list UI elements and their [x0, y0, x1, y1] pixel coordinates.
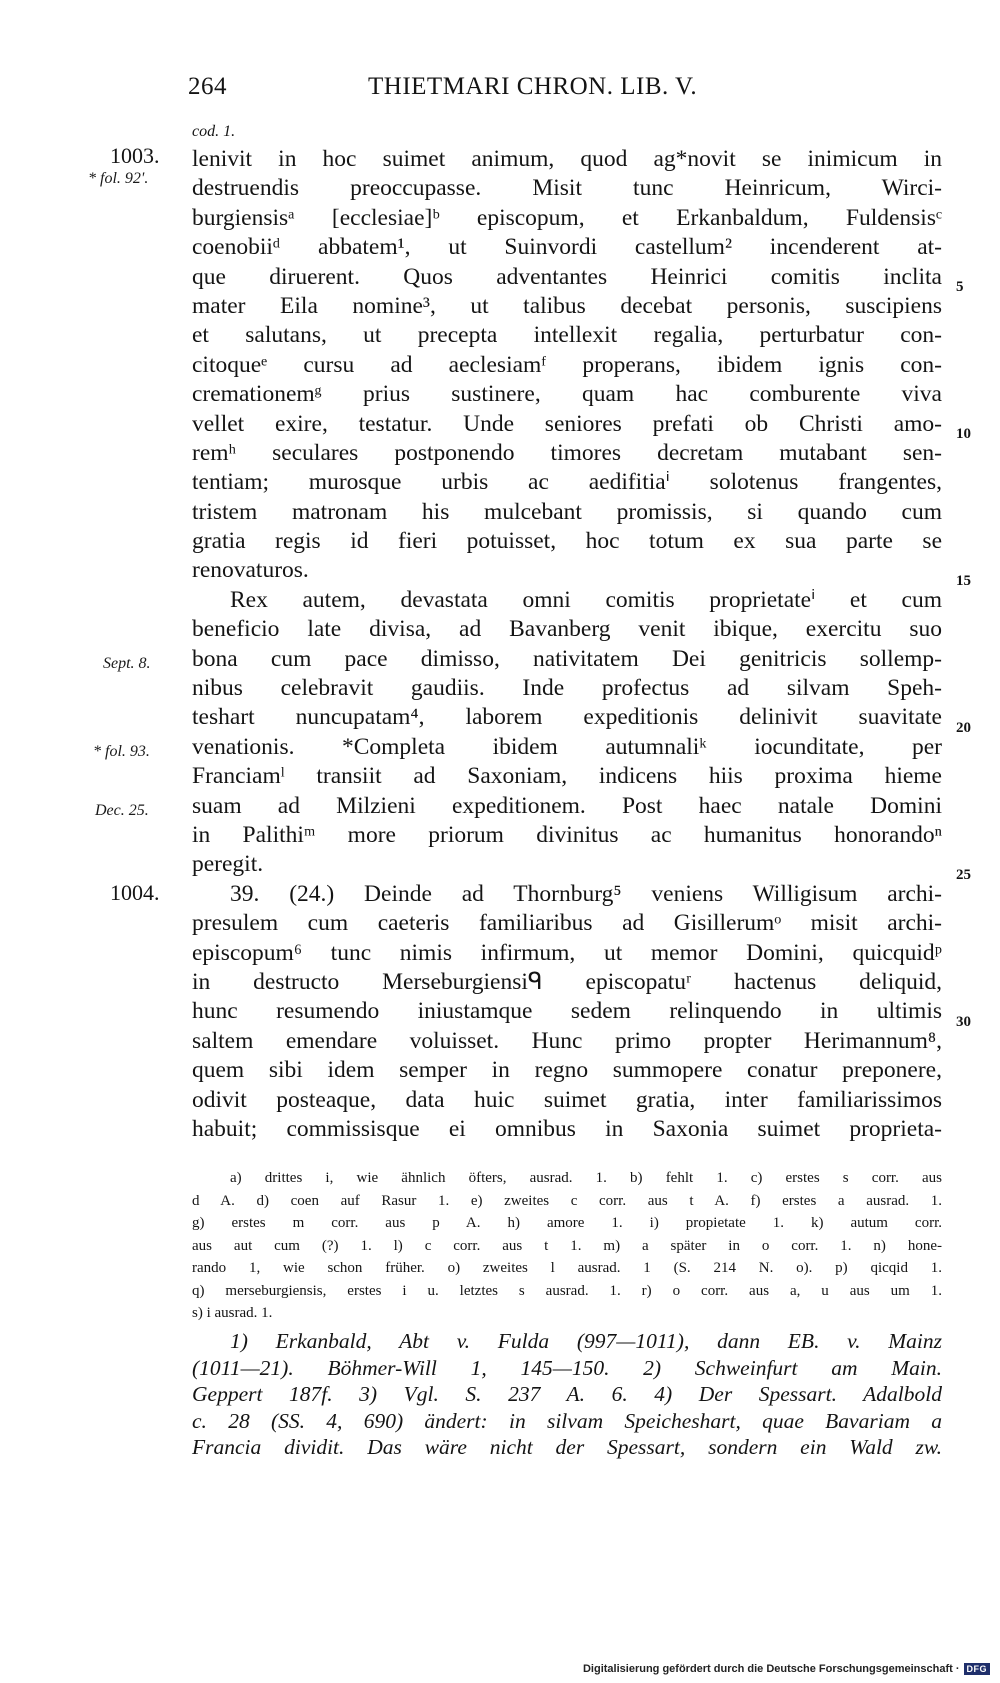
margin-year-1003: 1003.	[110, 143, 160, 168]
text-line: quem sibi idem semper in regno summopere conatur preponere,	[192, 1057, 942, 1084]
line-number-15: 15	[956, 573, 971, 589]
apparatus-line: rando 1, wie schon früher. o) zweites l ausrad. 1 (S. 214 N. o). p) qicqid 1.	[192, 1260, 942, 1276]
line-number-30: 30	[956, 1014, 971, 1030]
text-line: presulem cum caeteris familiaribus ad Gisillerumᵒ misit archi-	[192, 910, 942, 937]
text-line: peregit.	[192, 851, 264, 878]
margin-folio-92: * fol. 92'.	[88, 170, 149, 187]
commentary-line: Francia dividit. Das wäre nicht der Spessart, sondern ein Wald zw.	[192, 1435, 942, 1459]
text-line: lenivit in hoc suimet animum, quod ag*novit se inimicum in	[192, 146, 942, 172]
text-line: citoqueᵉ cursu ad aeclesiamᶠ properans, ibidem ignis con-	[192, 351, 942, 378]
margin-folio-93: * fol. 93.	[93, 743, 150, 760]
apparatus-line: s) i ausrad. 1.	[192, 1305, 273, 1321]
text-line: saltem emendare voluisset. Hunc primo propter Herimannum⁸,	[192, 1027, 942, 1054]
text-line: suam ad Milzieni expeditionem. Post haec natale Domini	[192, 792, 942, 819]
running-header	[188, 73, 748, 113]
text-line: burgiensisᵃ [ecclesiae]ᵇ episcopum, et Erkanbaldum, Fuldensisᶜ	[192, 204, 942, 231]
text-line: destruendis preoccupasse. Misit tunc Heinricum, Wirci-	[192, 175, 942, 202]
text-line: Rex autem, devastata omni comitis proprietateⁱ et cum	[230, 586, 942, 613]
text-line: mater Eila nomine³, ut talibus decebat personis, suscipiens	[192, 292, 942, 319]
apparatus-line: g) erstes m corr. aus p A. h) amore 1. i) propietate 1. k) autum corr.	[192, 1215, 942, 1231]
text-line: tristem matronam his mulcebant promissis, si quando cum	[192, 498, 942, 525]
text-line: et salutans, ut precepta intellexit regalia, perturbatur con-	[192, 322, 942, 349]
apparatus-line: d A. d) coen auf Rasur 1. e) zweites c corr. aus t A. f) erstes a ausrad. 1.	[192, 1192, 942, 1209]
text-line: teshart nuncupatam⁴, laborem expeditionis delinivit suavitate	[192, 704, 942, 731]
text-line: remʰ seculares postponendo timores decretam mutabant sen-	[192, 439, 942, 466]
commentary-line: 1) Erkanbald, Abt v. Fulda (997—1011), dann EB. v. Mainz	[230, 1329, 942, 1353]
commentary-line: c. 28 (SS. 4, 690) ändert: in silvam Speicheshart, quae Bavariam a	[192, 1408, 942, 1433]
text-line: tentiam; murosque urbis ac aedifitiaⁱ solotenus frangentes,	[192, 469, 942, 496]
running-title: THIETMARI CHRON. LIB. V.	[368, 73, 698, 100]
text-line: nibus celebravit gaudiis. Inde profectus ad silvam Speh-	[192, 675, 942, 702]
text-line: hunc resumendo iniustamque sedem relinquendo in ultimis	[192, 998, 942, 1025]
text-line: odivit posteaque, data huic suimet gratia, inter familiarissimos	[192, 1086, 942, 1113]
text-line: coenobiiᵈ abbatem¹, ut Suinvordi castellum² incenderent at-	[192, 234, 942, 261]
apparatus-line: q) merseburgiensis, erstes i u. letztes s ausrad. 1. r) o corr. aus a, u aus um 1.	[192, 1282, 942, 1299]
commentary-notes	[192, 1328, 942, 1461]
text-line: que diruerent. Quos adventantes Heinrici comitis inclita	[192, 263, 942, 290]
text-line: Franciamˡ transiit ad Saxoniam, indicens hiis proxima hieme	[192, 763, 942, 790]
text-line: gratia regis id fieri potuisset, hoc totum ex sua parte se	[192, 528, 942, 555]
text-line: habuit; commissisque ei omnibus in Saxonia suimet proprieta-	[192, 1115, 942, 1142]
text-line: renovaturos.	[192, 557, 309, 584]
margin-year-1004: 1004.	[110, 880, 160, 905]
apparatus-line: a) drittes i, wie ähnlich öfters, ausrad. 1. b) fehlt 1. c) erstes s corr. aus	[230, 1170, 942, 1186]
text-line: bona cum pace dimisso, nativitatem Dei genitricis sollemp-	[192, 645, 942, 672]
text-line: 39. (24.) Deinde ad Thornburg⁵ veniens Willigisum archi-	[230, 880, 942, 907]
margin-date-dec-25: Dec. 25.	[95, 802, 149, 819]
text-line: cremationemᵍ prius sustinere, quam hac comburente viva	[192, 381, 942, 408]
codex-label: cod. 1.	[192, 123, 236, 140]
credit-text: Digitalisierung gefördert durch die Deutsche Forschungsgemeinschaft ·	[582, 1663, 960, 1675]
text-line: in Palithiᵐ more priorum divinitus ac humanitus honorandoⁿ	[192, 821, 942, 848]
page-number: 264	[188, 73, 227, 100]
margin-date-sept-8: Sept. 8.	[103, 655, 151, 672]
line-number-25: 25	[956, 867, 971, 883]
text-line: vellet exire, testatur. Unde seniores prefati ob Christi amo-	[192, 410, 942, 437]
apparatus-line: aus aut cum (?) 1. l) c corr. aus t 1. m) a später in o corr. 1. n) hone-	[192, 1237, 942, 1254]
critical-apparatus	[192, 1167, 942, 1325]
commentary-line: Geppert 187f. 3) Vgl. S. 237 A. 6. 4) Der Spessart. Adalbold	[192, 1382, 942, 1406]
text-line: in destructo Merseburgiensiᑫ episcopatuʳ hactenus deliquid,	[192, 968, 942, 995]
dfg-logo: DFG	[964, 1663, 991, 1675]
commentary-line: (1011—21). Böhmer-Will 1, 145—150. 2) Schweinfurt am Main.	[192, 1355, 942, 1380]
text-line: episcopum⁶ tunc nimis infirmum, ut memor Domini, quicquidᵖ	[192, 939, 942, 966]
main-text-block	[192, 145, 942, 1144]
line-number-10: 10	[956, 426, 971, 442]
text-line: venationis. *Completa ibidem autumnaliᵏ iocunditate, per	[192, 733, 942, 760]
line-number-20: 20	[956, 720, 971, 736]
text-line: beneficio late divisa, ad Bavanberg venit ibique, exercitu suo	[192, 616, 942, 643]
digitization-credit	[583, 1663, 990, 1675]
line-number-5: 5	[956, 279, 964, 295]
